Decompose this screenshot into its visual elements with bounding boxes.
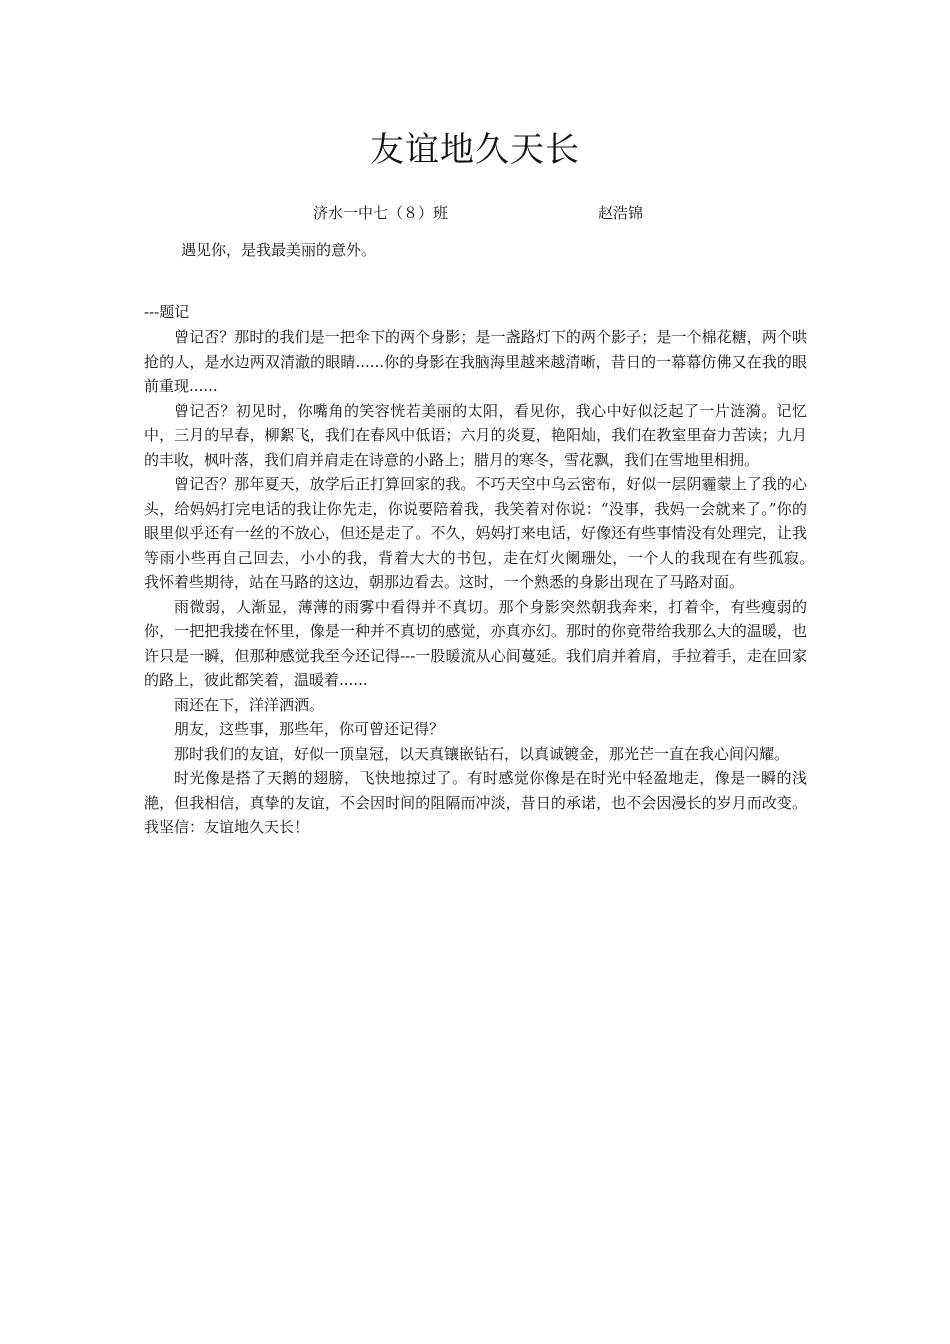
class-name: 济水一中七（８）班 [313,204,449,222]
epigraph-source: ---题记 [144,303,190,321]
paragraph: 雨微弱，人渐显，薄薄的雨雾中看得并不真切。那个身影突然朝我奔来，打着伞，有些瘦弱的你，一把把我搂在怀里，像是一种并不真切的感觉，亦真亦幻。那时的你竟带给我那么大的温暖，也许只是一瞬，但那种感觉我至今还记得---一股暖流从心间蔓延。我们肩并着肩，手拉着手，走在回家的路上，彼此都笑着，温暖着...... [144,597,807,689]
paragraph: 曾记否？那年夏天，放学后正打算回家的我。不巧天空中乌云密布，好似一层阴霾蒙上了我的心头，给妈妈打完电话的我让你先走，你说要陪着我，我笑着对你说：“没事，我妈一会就来了。”你的眼里似乎还有一丝的不放心，但还是走了。不久，妈妈打来电话，好像还有些事情没有处理完，让我等雨小些再自己回去，小小的我，背着大大的书包，走在灯火阑珊处，一个人的我现在有些孤寂。 我怀着些期待，站在马路的这边，朝那边看去。这时，一个熟悉的身影出现在了马路对面。 [144,475,823,591]
epigraph: 遇见你，是我最美丽的意外。 [181,241,377,259]
paragraph: 那时我们的友谊，好似一顶皇冠，以天真镶嵌钻石，以真诚镀金，那光芒一直在我心间闪耀。 [174,744,790,763]
paragraph: 时光像是搭了天鹅的翅膀，飞快地掠过了。有时感觉你像是在时光中轻盈地走，像是一瞬的浅滟，但我相信，真挚的友谊，不会因时间的阻隔而冲淡，昔日的承诺，也不会因漫长的岁月而改变。我坚信：友谊地久天长！ [144,769,807,836]
essay-body [144,325,823,840]
author-name: 赵浩锦 [598,204,644,222]
paragraph: 雨还在下，洋洋洒洒。 [174,695,325,714]
paragraph: 曾记否？那时的我们是一把伞下的两个身影；是一盏路灯下的两个影子；是一个棉花糖，两个哄抢的人，是水边两双清澈的眼睛......你的身影在我脑海里越来越清晰，昔日的一幕幕仿佛又在我的眼前重现...... [144,328,807,395]
paragraph: 朋友，这些事，那些年，你可曾还记得？ [174,720,445,738]
paragraph: 曾记否？初见时，你嘴角的笑容恍若美丽的太阳，看见你，我心中好似泛起了一片涟漪。记忆中，三月的早春，柳絮飞，我们在春风中低语；六月的炎夏，艳阳灿，我们在教室里奋力苦读；九月的丰收，枫叶落，我们肩并肩走在诗意的小路上；腊月的寒冬，雪花飘，我们在雪地里相拥。 [144,401,807,469]
essay-title: 友谊地久天长 [370,130,580,170]
